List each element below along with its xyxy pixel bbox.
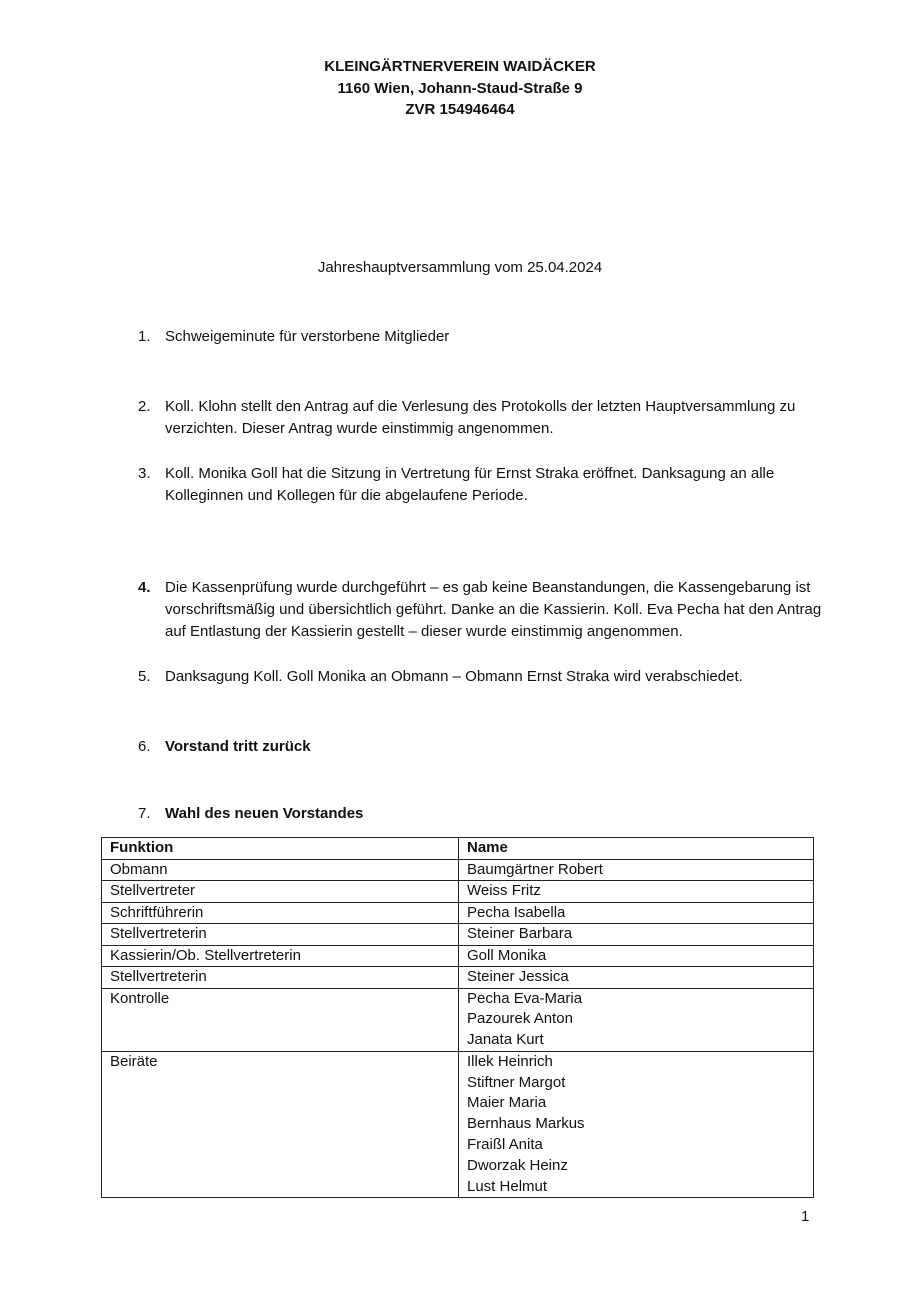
table-row xyxy=(102,881,814,903)
name-cell xyxy=(459,988,814,1051)
member-name: Lust Helmut xyxy=(467,1177,548,1195)
name-cell: Weiss Fritz xyxy=(459,881,814,903)
name-cell: Steiner Jessica xyxy=(459,967,814,989)
table-row xyxy=(102,859,814,881)
agenda-text: Koll. Monika Goll hat die Sitzung in Vertretung für Ernst Straka eröffnet. Danksagung an alle Kolleginnen und Kollegen für die abgelaufene Periode. xyxy=(165,465,775,504)
member-name: Fraißl Anita xyxy=(467,1136,543,1154)
club-address: 1160 Wien, Johann-Staud-Straße 9 xyxy=(337,79,583,97)
agenda-number: 6. xyxy=(138,738,151,755)
name-cell: Pecha Isabella xyxy=(459,902,814,924)
funktion-cell: Kontrolle xyxy=(102,988,459,1051)
member-name: Pazourek Anton xyxy=(467,1010,573,1028)
table-row xyxy=(102,924,814,946)
funktion-cell: Beiräte xyxy=(102,1051,459,1198)
agenda-text: Wahl des neuen Vorstandes xyxy=(165,805,364,822)
table-row xyxy=(102,945,814,967)
name-cell xyxy=(459,1051,814,1198)
table-row xyxy=(102,902,814,924)
member-name: Pecha Eva-Maria xyxy=(467,989,583,1007)
funktion-cell: Kassierin/Ob. Stellvertreterin xyxy=(102,945,459,967)
funktion-cell: Stellvertreter xyxy=(102,881,459,903)
member-name: Bernhaus Markus xyxy=(467,1115,585,1133)
member-name: Janata Kurt xyxy=(467,1031,544,1049)
table-row xyxy=(102,988,814,1051)
name-cell: Baumgärtner Robert xyxy=(459,859,814,881)
funktion-cell: Stellvertreterin xyxy=(102,967,459,989)
letterhead xyxy=(0,56,920,121)
agenda-number: 7. xyxy=(138,805,151,822)
funktion-cell: Schriftführerin xyxy=(102,902,459,924)
funktion-cell: Stellvertreterin xyxy=(102,924,459,946)
name-cell: Goll Monika xyxy=(459,945,814,967)
column-header-funktion: Funktion xyxy=(102,838,459,860)
member-name: Dworzak Heinz xyxy=(467,1156,568,1174)
agenda-number: 2. xyxy=(138,398,151,415)
agenda-number: 3. xyxy=(138,465,151,482)
agenda-text: Schweigeminute für verstorbene Mitglieder xyxy=(165,328,450,345)
agenda-number: 4. xyxy=(138,579,151,596)
page-number: 1 xyxy=(801,1208,810,1225)
agenda-text: Die Kassenprüfung wurde durchgeführt – es gab keine Beanstandungen, die Kassengebarung ist vorschriftsmäßig und übersichtlich geführt. Danke an die Kassierin. Koll. Eva Pecha hat den Antrag auf Entlastung der Kassierin gestellt – dieser wurde einstimmig angenommen. xyxy=(165,579,822,640)
club-registration: ZVR 154946464 xyxy=(405,101,515,118)
table-row xyxy=(102,967,814,989)
agenda-text: Vorstand tritt zurück xyxy=(165,738,311,755)
document-title: Jahreshauptversammlung vom 25.04.2024 xyxy=(317,259,603,276)
column-header-name: Name xyxy=(459,838,814,860)
agenda-text: Koll. Klohn stellt den Antrag auf die Verlesung des Protokolls der letzten Hauptversammlung zu verzichten. Dieser Antrag wurde einstimmig angenommen. xyxy=(165,398,796,437)
member-name: Maier Maria xyxy=(467,1094,547,1112)
member-name: Stiftner Margot xyxy=(467,1073,566,1091)
table-row xyxy=(102,1051,814,1198)
board-table xyxy=(101,837,814,1198)
member-name: Illek Heinrich xyxy=(467,1052,553,1070)
agenda-text: Danksagung Koll. Goll Monika an Obmann – Obmann Ernst Straka wird verabschiedet. xyxy=(165,668,743,685)
agenda-number: 5. xyxy=(138,668,151,685)
name-cell: Steiner Barbara xyxy=(459,924,814,946)
club-name: KLEINGÄRTNERVEREIN WAIDÄCKER xyxy=(324,58,596,75)
table-header-row xyxy=(102,838,814,860)
funktion-cell: Obmann xyxy=(102,859,459,881)
agenda-number: 1. xyxy=(138,328,151,345)
